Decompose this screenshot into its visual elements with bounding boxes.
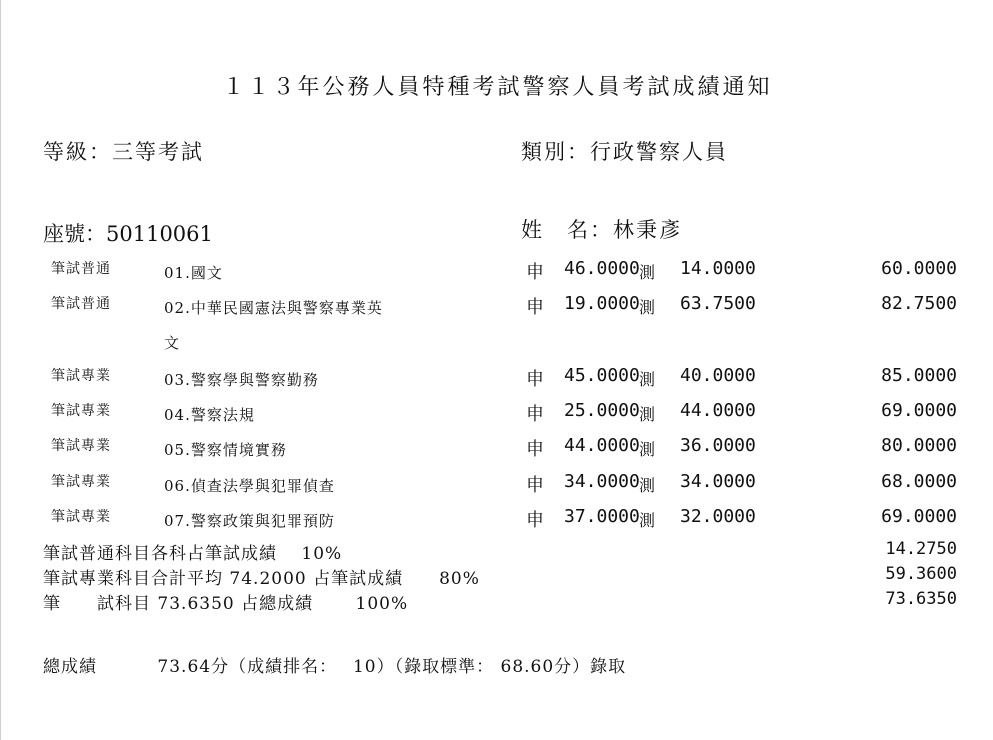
subject-name: 03.警察學與警察勤務 xyxy=(164,371,319,389)
score-mark-1: 申 xyxy=(526,369,544,390)
subject-row xyxy=(1,293,993,327)
score-mark-2: 測 xyxy=(639,263,656,282)
subject-total: 60.0000 xyxy=(881,258,957,279)
final-score-line: 總成績 73.64分（成績排名： 10）（錄取標準： 68.60分）錄取 xyxy=(43,657,627,677)
summary-value: 14.2750 xyxy=(885,539,957,559)
subject-category: 筆試專業 xyxy=(51,509,111,525)
subject-row xyxy=(1,258,993,292)
subject-row xyxy=(1,365,993,399)
score-2: 40.0000 xyxy=(680,365,756,386)
subject-row xyxy=(1,471,993,505)
score-2: 14.0000 xyxy=(680,258,756,279)
exam-category: 類別：行政警察人員 xyxy=(521,140,728,164)
score-2: 44.0000 xyxy=(680,400,756,421)
score-mark-2: 測 xyxy=(639,370,656,389)
subject-category: 筆試專業 xyxy=(51,368,111,384)
score-1: 44.0000 xyxy=(564,435,640,456)
score-mark-2: 測 xyxy=(639,440,656,459)
subject-name: 07.警察政策與犯罪預防 xyxy=(164,512,335,530)
seat-number: 座號：50110061 xyxy=(43,222,213,246)
score-mark-1: 申 xyxy=(526,439,544,460)
score-2: 34.0000 xyxy=(680,471,756,492)
summary-value: 59.3600 xyxy=(885,564,957,584)
subject-total: 80.0000 xyxy=(881,435,957,456)
score-2: 36.0000 xyxy=(680,435,756,456)
subject-total: 85.0000 xyxy=(881,365,957,386)
score-1: 34.0000 xyxy=(564,471,640,492)
summary-row xyxy=(1,539,993,563)
document-title: １１３年公務人員特種考試警察人員考試成績通知 xyxy=(222,75,773,100)
score-mark-1: 申 xyxy=(526,510,544,531)
subject-category: 筆試專業 xyxy=(51,474,111,490)
score-2: 63.7500 xyxy=(680,293,756,314)
score-mark-2: 測 xyxy=(639,476,656,495)
score-1: 45.0000 xyxy=(564,365,640,386)
subject-name: 05.警察情境實務 xyxy=(164,441,287,459)
candidate-name: 姓 名：林秉彥 xyxy=(521,218,682,242)
subject-total: 69.0000 xyxy=(881,400,957,421)
score-1: 46.0000 xyxy=(564,258,640,279)
subject-name-continuation: 文 xyxy=(164,334,180,352)
score-mark-2: 測 xyxy=(639,298,656,317)
subject-row xyxy=(1,435,993,469)
subject-row xyxy=(1,506,993,540)
summary-text: 筆試專業科目合計平均 74.2000 占筆試成績 80% xyxy=(43,569,480,589)
summary-row xyxy=(1,564,993,588)
subject-total: 69.0000 xyxy=(881,506,957,527)
subject-category: 筆試專業 xyxy=(51,438,111,454)
summary-row xyxy=(1,589,993,613)
score-mark-1: 申 xyxy=(526,262,544,283)
exam-level: 等級：三等考試 xyxy=(43,140,204,164)
subject-name: 01.國文 xyxy=(164,264,223,282)
subject-name: 06.偵查法學與犯罪偵查 xyxy=(164,477,335,495)
summary-text: 筆試普通科目各科占筆試成績 10% xyxy=(43,544,343,564)
subject-category: 筆試專業 xyxy=(51,403,111,419)
subject-category: 筆試普通 xyxy=(51,261,111,277)
score-1: 25.0000 xyxy=(564,400,640,421)
score-mark-2: 測 xyxy=(639,405,656,424)
summary-text: 筆 試科目 73.6350 占總成績 100% xyxy=(43,594,409,614)
subject-name: 02.中華民國憲法與警察專業英 xyxy=(164,299,383,317)
subject-name: 04.警察法規 xyxy=(164,406,255,424)
score-1: 37.0000 xyxy=(564,506,640,527)
subject-category: 筆試普通 xyxy=(51,296,111,312)
score-1: 19.0000 xyxy=(564,293,640,314)
score-2: 32.0000 xyxy=(680,506,756,527)
score-mark-1: 申 xyxy=(526,297,544,318)
score-mark-1: 申 xyxy=(526,404,544,425)
score-mark-1: 申 xyxy=(526,475,544,496)
subject-row xyxy=(1,400,993,434)
score-mark-2: 測 xyxy=(639,511,656,530)
summary-value: 73.6350 xyxy=(885,589,957,609)
subject-total: 82.7500 xyxy=(881,293,957,314)
subject-total: 68.0000 xyxy=(881,471,957,492)
